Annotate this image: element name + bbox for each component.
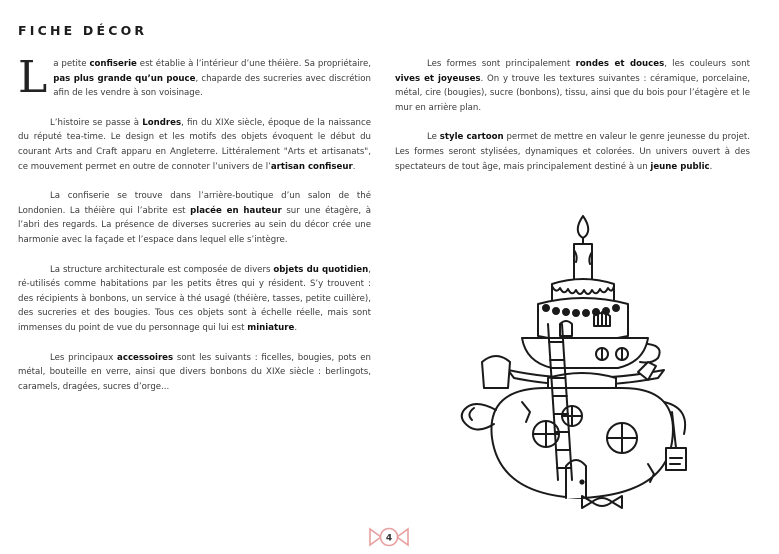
setting-paragraph xyxy=(18,116,371,174)
accessories-paragraph xyxy=(18,351,371,395)
bold-run: rondes et douces xyxy=(575,59,665,69)
text-run: permet de mettre en valeur le genre jeunesse du projet. Les formes seront stylisées, dynamiques et colorées. Un univers ouvert à des spectateurs de tout âge, mais principalement destiné à un xyxy=(395,132,751,172)
left-column xyxy=(18,52,372,409)
text-run: L’histoire se passe à xyxy=(50,117,143,128)
bold-run: vives et joyeuses xyxy=(395,73,481,84)
bold-run: confiserie xyxy=(89,59,137,69)
bold-run: miniature xyxy=(247,322,295,333)
text-run: a petite xyxy=(53,59,90,69)
style-paragraph xyxy=(395,130,750,174)
bold-run: artisan confiseur xyxy=(270,161,353,172)
text-run: Le xyxy=(427,132,440,143)
text-run: . On y trouve les textures suivantes : céramique, porcelaine, métal, cire (bougies), sucre (bonbons), tissu, ainsi que du bois pour l’étagère et le mur en arrière plan. xyxy=(395,73,750,113)
text-run: Les principaux xyxy=(50,352,118,363)
text-run: , les couleurs sont xyxy=(664,59,750,69)
text-run: , chaparde des sucreries avec discrétion afin de les vendre à son voisinage. xyxy=(53,73,371,99)
forms-paragraph xyxy=(395,57,750,115)
location-paragraph xyxy=(18,189,371,247)
text-run: La confiserie se trouve dans l’arrière-boutique d’un salon de thé Londonien. La théière qui l’abrite est xyxy=(18,191,371,216)
page-number: 4 xyxy=(385,533,393,544)
bold-run: style cartoon xyxy=(439,132,504,143)
text-run: La structure architecturale est composée de divers xyxy=(50,264,274,275)
intro-paragraph xyxy=(18,52,372,103)
text-run: sont les suivants : ficelles, bougies, pots en métal, bouteille en verre, ainsi que divers bonbons du XIXe siècle : berlingots, caramels, dragées, sucres d’orge... xyxy=(18,352,371,392)
right-column xyxy=(395,57,750,189)
text-run: sur une étagère, à l’abri des regards. La présence de diverses sucreries au sein du décor crée une harmonie avec la façade et l’espace dans lequel elle s’intègre. xyxy=(18,205,371,245)
text-run: . xyxy=(709,161,713,172)
page-number-badge xyxy=(367,526,411,548)
text-run: . xyxy=(352,161,356,172)
bold-run: pas plus grande qu’un pouce xyxy=(53,73,196,84)
text-run: Les formes sont principalement xyxy=(427,59,576,69)
bold-run: Londres xyxy=(142,117,182,128)
bold-run: jeune public xyxy=(650,161,710,172)
text-run: , fin du XIXe siècle, époque de la naissance du réputé tea-time. Le design et les motifs des objets évoquent le début du courant Arts and Craft apparu en Angleterre. Littéralement "Arts et artisanats", ce mouvement permet en outre de connoter l’univers de l’ xyxy=(18,117,371,172)
text-run: . xyxy=(294,322,298,333)
text-run: est établie à l’intérieur d’une théière. Sa propriétaire, xyxy=(136,59,372,69)
bold-run: objets du quotidien xyxy=(273,264,369,275)
structure-paragraph xyxy=(18,263,371,336)
drop-cap: L xyxy=(18,52,48,103)
page-title: FICHE DÉCOR xyxy=(18,23,148,38)
bold-run: placée en hauteur xyxy=(190,205,282,216)
bold-run: accessoires xyxy=(117,352,174,363)
text-run: , ré-utilisés comme habitations par les petits êtres qui y résident. S’y trouvent : des récipients à bonbons, un service à thé usagé (théière, tasses, petite cuillère), des sucreries et des bougies. Tous ces objets sont à échelle réelle, mais sont immenses du point de vue du personnage qui lui est xyxy=(18,264,371,333)
teapot-house-illustration xyxy=(452,212,690,514)
